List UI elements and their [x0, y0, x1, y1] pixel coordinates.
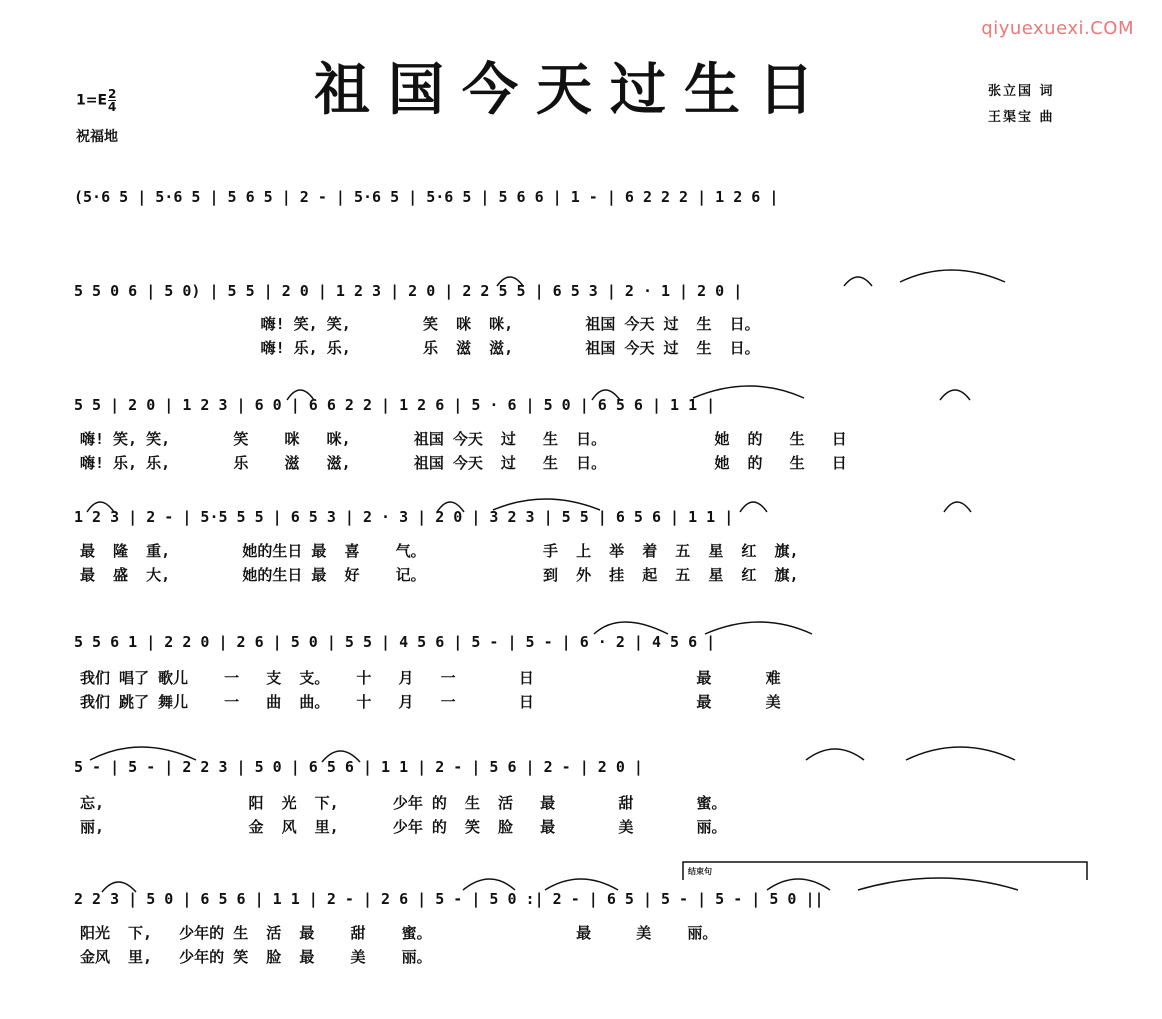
- lyric-line-6-verse-1: 忘, 阳 光 下, 少年 的 生 活 最 甜 蜜。: [80, 794, 727, 812]
- slur: [858, 878, 1018, 890]
- slur: [545, 879, 618, 890]
- watermark: qiyuexuexi.COM: [981, 18, 1134, 39]
- slur: [740, 502, 767, 512]
- ending-bracket: [683, 862, 1087, 880]
- notation-line-6: 5 - | 5 - | 2 2 3 | 5 0 | 6 5 6 | 1 1 | 2 - | 5 6 | 2 - | 2 0 |: [74, 758, 643, 776]
- lyric-line-7-verse-2: 金风 里, 少年的 笑 脸 最 美 丽。: [80, 948, 432, 966]
- notation-line-1: (5·6 5 | 5·6 5 | 5 6 5 | 2 - | 5·6 5 | 5·6 5 | 5 6 6 | 1 - | 6 2 2 2 | 1 2 6 |: [74, 188, 779, 206]
- slur: [592, 390, 620, 400]
- slur: [767, 879, 830, 890]
- slur: [287, 390, 314, 400]
- slur: [906, 747, 1015, 760]
- notation-line-2: 5 5 0 6 | 5 0) | 5 5 | 2 0 | 1 2 3 | 2 0 | 2 2 5 5 | 6 5 3 | 2 · 1 | 2 0 |: [74, 282, 743, 300]
- lyric-line-3-verse-1: 嗨! 笑, 笑, 笑 咪 咪, 祖国 今天 过 生 日。 她 的 生 日: [80, 430, 847, 448]
- slur: [90, 747, 196, 760]
- slur: [693, 386, 804, 398]
- lyric-line-4-verse-1: 最 隆 重, 她的生日 最 喜 气。 手 上 举 着 五 星 红 旗,: [80, 542, 799, 560]
- notation-line-4: 1 2 3 | 2 - | 5·5 5 5 | 6 5 3 | 2 · 3 | 2 0 | 3 2 3 | 5 5 | 6 5 6 | 1 1 |: [74, 508, 734, 526]
- lyricist-credit: 张立国 词: [988, 84, 1055, 99]
- slur: [322, 751, 360, 762]
- slur: [594, 622, 668, 634]
- lyric-line-2-verse-1: 嗨! 笑, 笑, 笑 咪 咪, 祖国 今天 过 生 日。: [80, 315, 760, 333]
- lyric-line-7-verse-1: 阳光 下, 少年的 生 活 最 甜 蜜。 最 美 丽。: [80, 924, 718, 942]
- lyric-line-4-verse-2: 最 盛 大, 她的生日 最 好 记。 到 外 挂 起 五 星 红 旗,: [80, 566, 799, 584]
- slur: [940, 390, 970, 400]
- slur: [463, 879, 515, 890]
- slur: [705, 622, 812, 634]
- lyric-line-2-verse-2: 嗨! 乐, 乐, 乐 滋 滋, 祖国 今天 过 生 日。: [80, 339, 760, 357]
- lyric-line-3-verse-2: 嗨! 乐, 乐, 乐 滋 滋, 祖国 今天 过 生 日。 她 的 生 日: [80, 454, 847, 472]
- slur: [437, 502, 464, 512]
- slur: [497, 277, 523, 286]
- time-denominator: 4: [108, 100, 117, 114]
- slur: [900, 270, 1005, 282]
- slur: [493, 499, 600, 510]
- tempo-mood: 祝福地: [76, 129, 118, 145]
- time-numerator: 2: [108, 87, 117, 101]
- lyric-line-6-verse-2: 丽, 金 风 里, 少年 的 笑 脸 最 美 丽。: [80, 818, 727, 836]
- ending-label: 结束句: [688, 867, 712, 876]
- notation-line-7: 2 2 3 | 5 0 | 6 5 6 | 1 1 | 2 - | 2 6 | 5 - | 5 0 :| 2 - | 6 5 | 5 - | 5 - | 5 0 ||: [74, 890, 824, 908]
- slur: [87, 502, 114, 512]
- key-prefix: 1=E: [76, 92, 108, 109]
- lyric-line-5-verse-2: 我们 跳了 舞儿 一 曲 曲。 十 月 一 日 最 美: [80, 693, 781, 711]
- slur: [102, 882, 136, 892]
- notation-line-3: 5 5 | 2 0 | 1 2 3 | 6 0 | 6 6 2 2 | 1 2 6 | 5 · 6 | 5 0 | 6 5 6 | 1 1 |: [74, 396, 716, 414]
- notation-line-5: 5 5 6 1 | 2 2 0 | 2 6 | 5 0 | 5 5 | 4 5 6 | 5 - | 5 - | 6 · 2 | 4 5 6 |: [74, 633, 716, 651]
- song-title: 祖国今天过生日: [314, 57, 832, 123]
- slur: [944, 502, 971, 512]
- lyric-line-5-verse-1: 我们 唱了 歌儿 一 支 支。 十 月 一 日 最 难: [80, 669, 781, 687]
- composer-credit: 王渠宝 曲: [988, 110, 1055, 125]
- slur: [806, 749, 864, 760]
- slur: [844, 277, 872, 286]
